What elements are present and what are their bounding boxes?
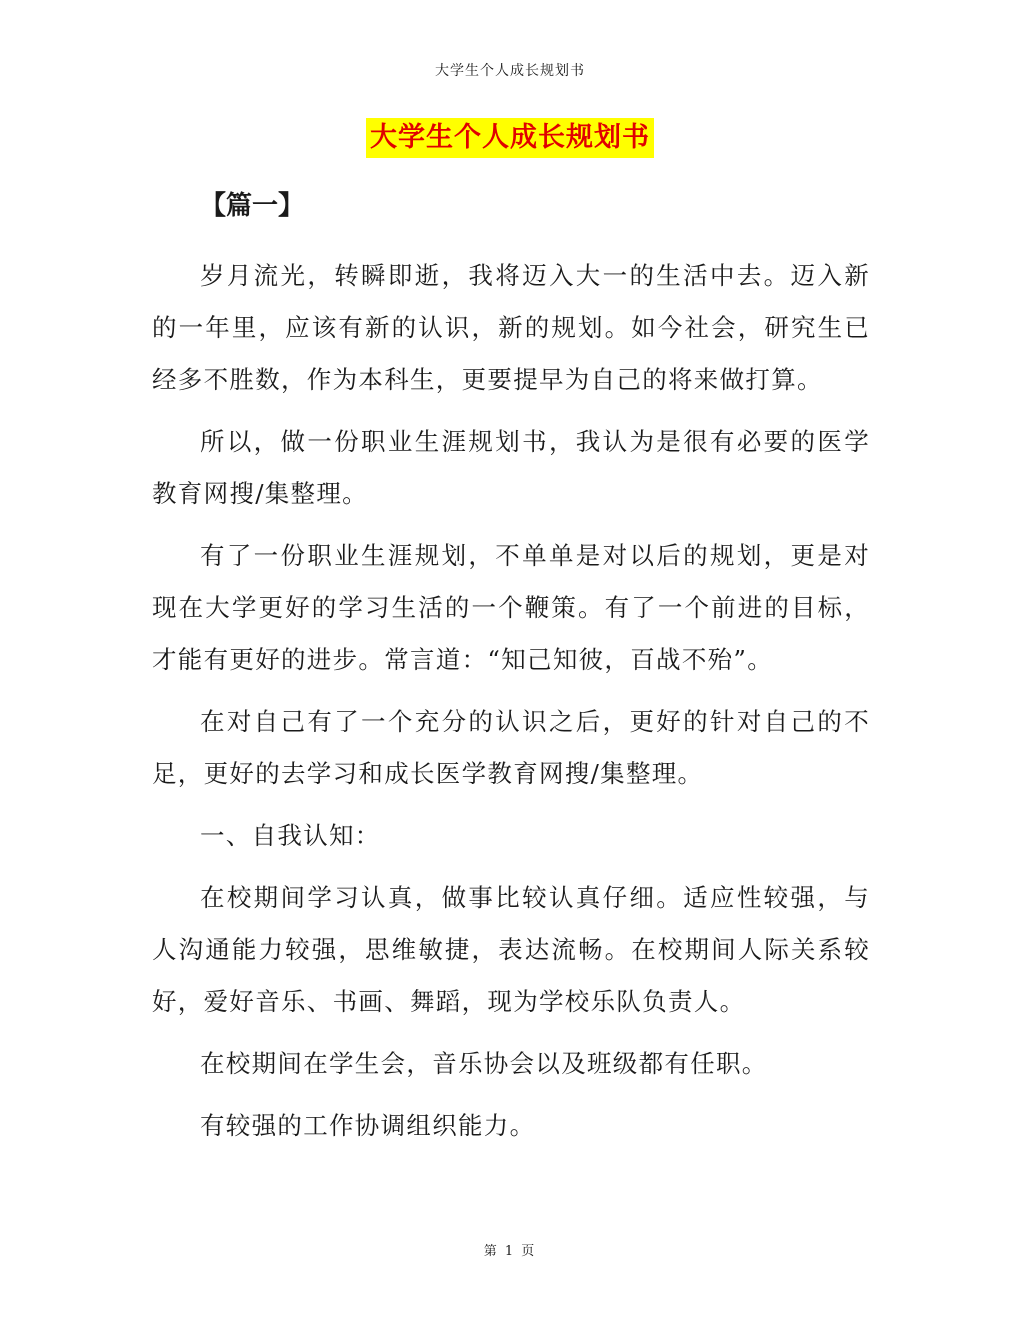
paragraph: 所以，做一份职业生涯规划书，我认为是很有必要的医学教育网搜/集整理。 (152, 427, 870, 508)
running-header: 大学生个人成长规划书 (435, 63, 585, 79)
page-number: 第 1 页 (483, 1244, 537, 1259)
paragraph: 有较强的工作协调组织能力。 (200, 1111, 536, 1140)
subheading-self-awareness: 一、自我认知： (200, 821, 381, 850)
paragraph: 在校期间在学生会，音乐协会以及班级都有任职。 (200, 1049, 768, 1078)
body-text (152, 250, 870, 1162)
paragraph: 在校期间学习认真，做事比较认真仔细。适应性较强，与人沟通能力较强，思维敏捷，表达流畅。在校期间人际关系较好，爱好音乐、书画、舞蹈，现为学校乐队负责人。 (152, 883, 870, 1016)
paragraph: 在对自己有了一个充分的认识之后，更好的针对自己的不足，更好的去学习和成长医学教育网搜/集整理。 (152, 707, 870, 788)
paragraph: 有了一份职业生涯规划，不单单是对以后的规划，更是对现在大学更好的学习生活的一个鞭策。有了一个前进的目标，才能有更好的进步。常言道：“知己知彼，百战不殆”。 (152, 541, 870, 674)
document-title: 大学生个人成长规划书 (366, 118, 654, 158)
section-heading: 【篇一】 (200, 191, 305, 221)
title-container (0, 118, 1020, 158)
paragraph: 岁月流光，转瞬即逝，我将迈入大一的生活中去。迈入新的一年里，应该有新的认识，新的规划。如今社会，研究生已经多不胜数，作为本科生，更要提早为自己的将来做打算。 (152, 261, 870, 394)
